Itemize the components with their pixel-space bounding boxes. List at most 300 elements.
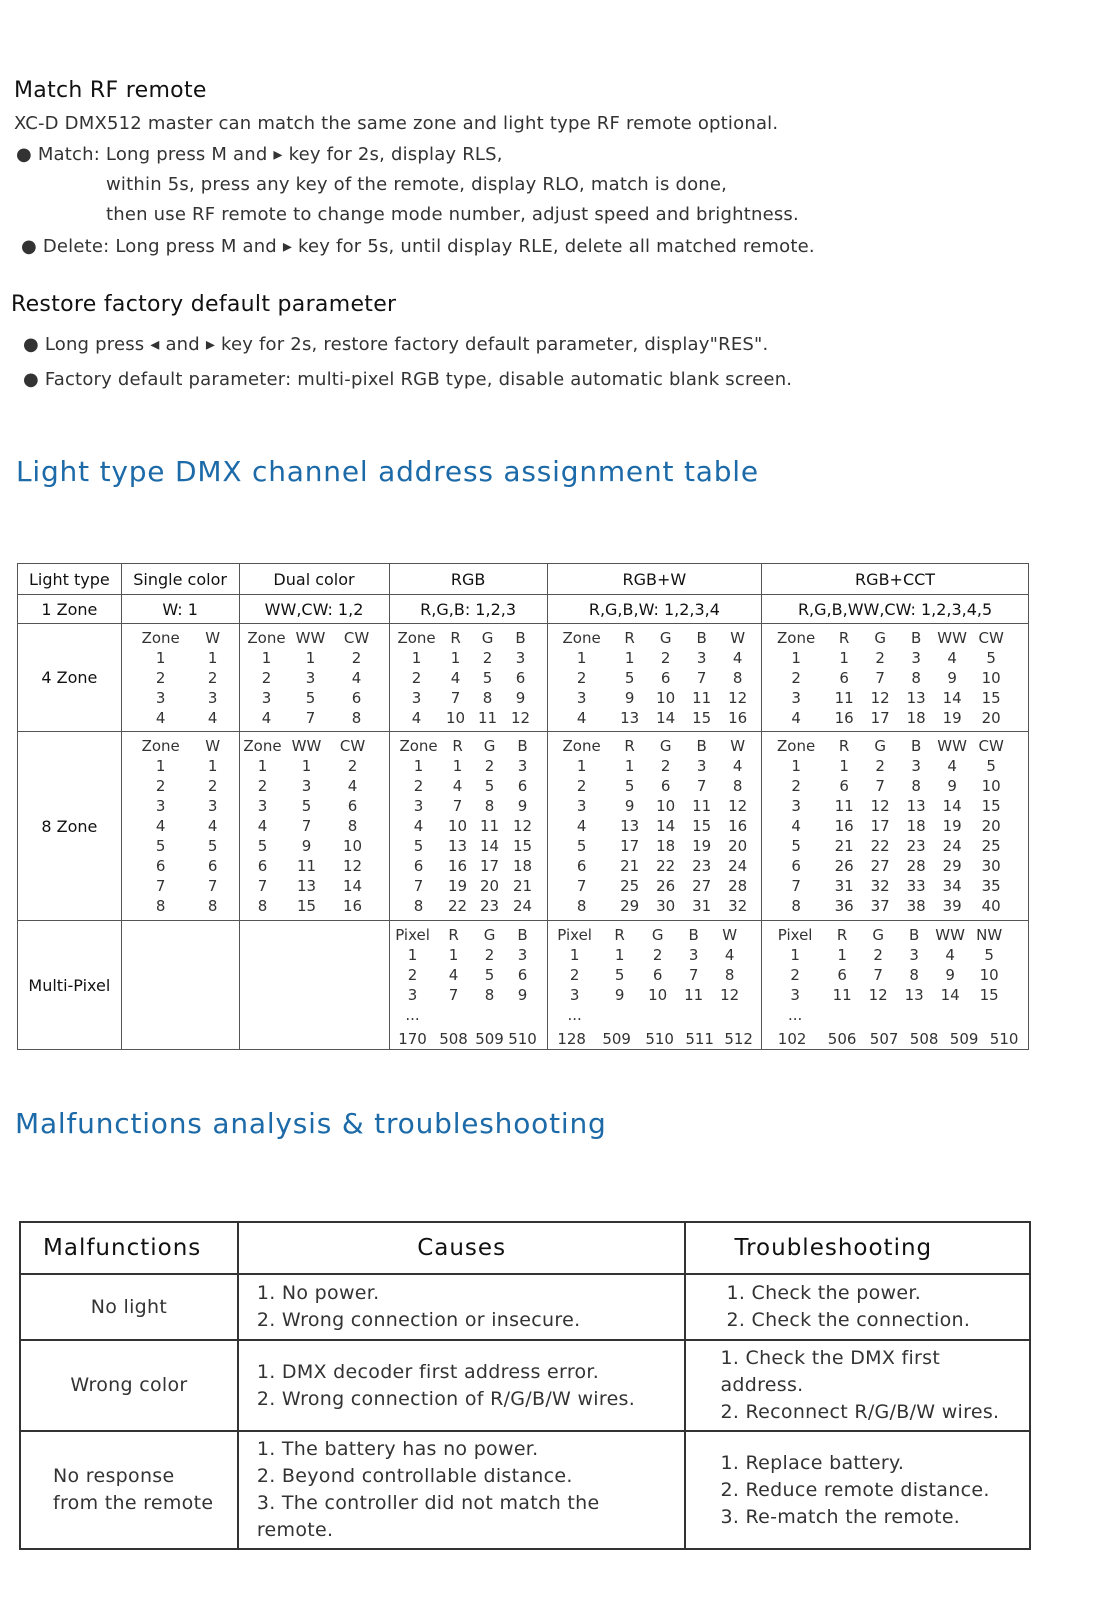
grid-cell: 5 [484,777,495,795]
grid-cell: 7 [305,709,316,727]
grid-header-cell: R [452,737,463,755]
grid-cell: 8 [347,817,358,835]
grid-cell: 2 [155,777,166,795]
grid-cell: 4 [155,817,166,835]
grid-cell: 1 [155,649,166,667]
grid-header-cell: W [730,737,746,755]
grid-cell: 1 [791,757,801,775]
grid-cell: 1 [413,757,424,775]
grid-header-cell: Zone [777,629,816,647]
grid-cell: 15 [981,797,1001,815]
grid-cell: 5 [791,837,801,855]
grid-cell: 11 [692,797,712,815]
grid-cell: 34 [942,877,962,895]
multipixel-rgbw-last [548,1027,761,1049]
grid-cell: 9 [517,797,528,815]
grid-cell: 2 [875,649,885,667]
grid-cell: 10 [656,797,676,815]
grid-cell: 13 [906,689,926,707]
grid-cell: 1 [452,757,463,775]
grid-cell: 15 [513,837,533,855]
grid-cell: 510 [645,1030,674,1048]
grid-cell: 13 [904,986,924,1004]
grid-header-cell: Pixel [777,926,813,944]
grid-header-cell: B [696,629,707,647]
grid-header-cell: B [515,629,526,647]
grid-header-cell: Zone [397,629,436,647]
grid-cell: 15 [692,817,712,835]
grid-cell: ... [787,1006,803,1024]
grid-header-cell: CW [978,629,1004,647]
grid-header-cell: WW [291,737,322,755]
restore-title: Restore factory default parameter [11,292,397,317]
grid-cell: 3 [569,986,580,1004]
grid-cell: ... [567,1006,582,1024]
dmx-address-table [17,563,1029,1050]
grid-cell: 19 [692,837,712,855]
grid-header-cell: WW [937,737,967,755]
grid-cell: 4 [576,709,587,727]
grid-cell: 24 [942,837,962,855]
grid-header-cell: R [614,926,625,944]
grid-cell [640,1005,676,1025]
grid-cell: 16 [834,709,854,727]
fixes-wrong-color [685,1340,1030,1431]
multipixel-label: Multi-Pixel [18,921,122,1050]
grid-cell: 2 [484,946,495,964]
grid-cell [676,1005,712,1025]
header-rgbw: RGB+W [547,564,761,595]
grid-cell: 1 [839,757,849,775]
grid-cell: 9 [947,669,957,687]
grid-cell: 8 [482,689,493,707]
grid-header-cell: WW [295,629,326,647]
grid-cell: 1 [569,946,580,964]
grid-cell: 8 [155,897,166,915]
grid-cell: 5 [986,757,996,775]
grid-cell: 6 [576,857,587,875]
grid-cell: 5 [482,669,493,687]
grid-cell: 6 [652,966,663,984]
grid-cell: 8 [791,897,801,915]
grid-cell: 7 [301,817,312,835]
grid-cell: 6 [207,857,218,875]
grid-cell [860,1005,896,1025]
grid-header-cell: R [838,737,850,755]
grid-cell: 8 [732,669,743,687]
grid-cell: 3 [790,986,800,1004]
grid-cell: 32 [870,877,890,895]
grid-cell: 3 [155,797,166,815]
grid-cell: 3 [207,689,218,707]
grid-header-cell: Zone [243,737,282,755]
grid-cell: 3 [576,797,587,815]
grid-cell: 6 [839,669,849,687]
grid-cell: 6 [351,689,362,707]
grid-cell: 12 [342,857,363,875]
grid-cell: 2 [413,777,424,795]
grid-cell: 12 [870,797,890,815]
fix-item: 2. Reduce remote distance. [720,1478,990,1501]
header-rgb: RGB [389,564,547,595]
grid-cell: 8 [257,897,268,915]
multipixel-rgbcct-last [762,1027,1028,1049]
grid-cell: 5 [305,689,316,707]
grid-cell: 12 [513,817,533,835]
grid-header-cell: G [483,926,496,944]
grid-cell: 3 [305,669,316,687]
grid-cell: 10 [656,689,676,707]
grid-header-cell: B [908,926,920,944]
grid-header-cell: W [205,737,221,755]
grid-cell: 20 [480,877,500,895]
grid-cell: 3 [696,649,707,667]
grid-header-cell: G [874,737,886,755]
grid-cell: 11 [478,709,498,727]
grid-cell: 23 [692,857,712,875]
match-rf-step-3: then use RF remote to change mode number, adjust speed and brightness. [106,204,799,225]
grid-cell: 2 [482,649,493,667]
grid-cell: 18 [906,709,926,727]
grid-cell: 1 [839,649,849,667]
grid-cell: 12 [868,986,888,1004]
grid-cell: 4 [947,757,957,775]
match-rf-title: Match RF remote [14,78,207,103]
malfunction-no-light: No light [20,1274,238,1340]
grid-cell: 18 [513,857,533,875]
grid-cell: 13 [620,709,640,727]
grid-cell: 1 [155,757,166,775]
grid-cell: 5 [413,837,424,855]
grid-cell: 15 [979,986,999,1004]
grid-cell: 7 [450,689,461,707]
grid-cell: 13 [620,817,640,835]
grid-cell: 10 [648,986,668,1004]
grid-cell: 31 [692,897,712,915]
grid-cell: 3 [207,797,218,815]
grid-cell: 24 [728,857,748,875]
multipixel-rgb-grid [390,921,547,1027]
grid-cell: 7 [873,966,883,984]
causes-no-light [238,1274,686,1340]
grid-cell: 1 [257,757,268,775]
grid-cell: 6 [837,966,847,984]
grid-cell: 1 [450,649,461,667]
grid-cell: 2 [791,669,801,687]
grid-cell [474,1005,506,1025]
grid-cell: 12 [870,689,890,707]
grid-header-cell: R [624,629,635,647]
grid-cell: 508 [439,1030,468,1048]
grid-header-cell: B [910,629,922,647]
grid-cell: 16 [342,897,363,915]
grid-cell: 2 [407,966,418,984]
grid-cell: 7 [875,777,885,795]
grid-cell [932,1005,968,1025]
fix-item: 1. Check the DMX first address. [720,1347,941,1396]
grid-cell: 19 [942,817,962,835]
grid-cell: 3 [911,649,921,667]
grid-cell: 6 [660,669,671,687]
grid-cell: 2 [484,757,495,775]
grid-cell: 1 [837,946,847,964]
malfunction-no-response: No response from the remote [20,1431,238,1549]
grid-cell: 2 [155,669,166,687]
grid-cell: 18 [656,837,676,855]
grid-header-cell: B [696,737,707,755]
grid-cell: 4 [207,817,218,835]
grid-cell: 3 [688,946,699,964]
fix-item: 2. Reconnect R/G/B/W wires. [720,1401,1000,1423]
grid-cell: 24 [513,897,533,915]
grid-cell: 1 [790,946,800,964]
grid-cell: 14 [656,817,676,835]
grid-cell: 14 [656,709,676,727]
fix-item: 1. Check the power. [726,1282,922,1304]
grid-cell: 13 [448,837,468,855]
grid-cell: 6 [791,857,801,875]
grid-cell: 4 [261,709,272,727]
grid-header-cell: Zone [562,629,601,647]
grid-cell: 511 [685,1030,714,1048]
grid-cell: 27 [870,857,890,875]
grid-cell: 3 [155,689,166,707]
grid-cell: 2 [875,757,885,775]
grid-cell: 4 [791,817,801,835]
grid-cell: 7 [791,877,801,895]
trouble-title: Malfunctions analysis & troubleshooting [15,1107,607,1140]
cause-item: 2. Wrong connection of R/G/B/W wires. [256,1387,636,1410]
multipixel-dual-empty [239,921,389,1050]
zone4-rgb-grid [390,624,547,730]
grid-header-cell: G [659,737,672,755]
zone4-single-grid [122,624,239,730]
grid-cell: 11 [684,986,704,1004]
grid-cell: ... [405,1006,420,1024]
grid-cell: 1 [411,649,422,667]
zone8-label: 8 Zone [18,732,122,921]
match-rf-delete: ● Delete: Long press M and ▸ key for 5s, until display RLE, delete all matched remote. [21,236,815,257]
grid-cell: 3 [576,689,587,707]
grid-cell: 4 [945,946,955,964]
cause-item: 2. Beyond controllable distance. [256,1465,573,1487]
grid-cell: 1 [448,946,459,964]
grid-header-cell: G [874,629,886,647]
multipixel-rgb-last [390,1027,547,1049]
grid-header-cell: R [838,629,850,647]
grid-cell: 14 [480,837,500,855]
grid-cell: 17 [870,817,890,835]
grid-cell: 1 [207,757,218,775]
grid-cell: 14 [942,689,962,707]
grid-cell: 12 [511,709,531,727]
grid-header-cell: CW [978,737,1004,755]
grid-cell: 6 [347,797,358,815]
grid-cell: 1 [305,649,316,667]
grid-cell: 6 [257,857,268,875]
zone4-dual-grid [240,624,389,730]
zone4-rgbcct-grid [762,624,1028,730]
grid-cell: 16 [448,857,468,875]
grid-header-cell: WW [935,926,965,944]
grid-cell: 19 [448,877,468,895]
grid-cell: 11 [834,797,854,815]
grid-cell: 37 [870,897,890,915]
grid-cell: 7 [448,986,459,1004]
grid-cell: 33 [906,877,926,895]
zone4-rgbw-grid [548,624,761,730]
grid-header-cell: G [872,926,884,944]
grid-cell: 22 [656,857,676,875]
grid-cell: 14 [940,986,960,1004]
grid-cell: 3 [515,649,526,667]
cause-item: 3. The controller did not match the remote. [256,1492,600,1541]
grid-cell: 509 [475,1030,504,1048]
grid-cell: 4 [724,946,735,964]
grid-cell: 16 [728,709,748,727]
grid-cell: 4 [947,649,957,667]
grid-header-cell: R [450,629,461,647]
grid-cell: 6 [517,966,528,984]
grid-cell: 3 [909,946,919,964]
grid-cell: 3 [911,757,921,775]
grid-cell: 7 [207,877,218,895]
zone1-rgb: R,G,B: 1,2,3 [389,595,547,624]
grid-cell: 13 [296,877,317,895]
grid-cell: 1 [576,757,587,775]
grid-cell: 19 [942,709,962,727]
fixes-no-light [685,1274,1030,1340]
grid-cell: 4 [207,709,218,727]
grid-cell: 102 [777,1030,807,1048]
grid-cell: 9 [624,797,635,815]
grid-cell: 8 [207,897,218,915]
grid-cell: 1 [301,757,312,775]
grid-cell [600,1005,640,1025]
grid-header-cell: Zone [562,737,601,755]
grid-cell: 28 [906,857,926,875]
grid-header-cell: G [659,629,672,647]
grid-cell [896,1005,932,1025]
grid-cell: 31 [834,877,854,895]
grid-cell: 20 [981,817,1001,835]
grid-cell: 8 [724,966,735,984]
grid-cell: 12 [728,797,748,815]
grid-header-cell: WW [937,629,967,647]
grid-cell: 2 [351,649,362,667]
grid-cell: 8 [909,966,919,984]
fixes-no-response [685,1431,1030,1549]
cause-item: 1. DMX decoder first address error. [256,1360,600,1383]
grid-cell: 2 [660,757,671,775]
grid-cell: 7 [413,877,424,895]
zone1-single: W: 1 [121,595,239,624]
grid-header-cell: R [836,926,848,944]
grid-cell: 16 [834,817,854,835]
grid-cell: 21 [620,857,640,875]
grid-cell: 25 [981,837,1001,855]
grid-cell: 9 [624,689,635,707]
match-rf-step-1: ● Match: Long press M and ▸ key for 2s, display RLS, [16,144,503,165]
grid-cell: 7 [875,669,885,687]
grid-cell: 10 [979,966,999,984]
grid-cell: 1 [207,649,218,667]
grid-cell: 4 [347,777,358,795]
grid-header-cell: Zone [141,629,180,647]
grid-header-cell: G [481,629,494,647]
grid-cell: 21 [834,837,854,855]
multipixel-rgbcct-grid [762,921,1028,1027]
grid-header-cell: B [517,737,528,755]
grid-cell: 7 [257,877,268,895]
grid-cell: 4 [411,709,422,727]
grid-cell: 1 [791,649,801,667]
grid-header-cell: G [651,926,664,944]
grid-header-cell: G [483,737,496,755]
grid-cell: 506 [827,1030,857,1048]
grid-cell: 9 [515,689,526,707]
grid-header-cell: W [722,926,738,944]
grid-cell: 7 [696,777,707,795]
grid-header-cell: Zone [777,737,816,755]
grid-cell: 4 [576,817,587,835]
match-rf-intro: XC-D DMX512 master can match the same zone and light type RF remote optional. [14,113,779,134]
grid-cell: 7 [452,797,463,815]
grid-cell: 20 [981,709,1001,727]
grid-cell: 21 [513,877,533,895]
grid-cell: 8 [413,897,424,915]
causes-no-response [238,1431,686,1549]
grid-cell: 2 [347,757,358,775]
grid-cell: 20 [728,837,748,855]
grid-cell: 30 [981,857,1001,875]
zone1-label: 1 Zone [18,595,122,624]
grid-cell: 4 [257,817,268,835]
grid-cell: 5 [155,837,166,855]
grid-header-cell: W [205,629,221,647]
grid-cell: 512 [724,1030,753,1048]
grid-cell: 30 [656,897,676,915]
grid-cell: 3 [517,946,528,964]
grid-header-cell: B [688,926,699,944]
grid-cell: 36 [834,897,854,915]
grid-cell [712,1005,748,1025]
grid-cell: 11 [834,689,854,707]
grid-cell: 8 [911,669,921,687]
grid-cell: 8 [484,797,495,815]
grid-cell [506,1005,540,1025]
grid-cell: 7 [688,966,699,984]
grid-cell: 11 [480,817,500,835]
grid-header-cell: R [448,926,459,944]
grid-cell: 12 [728,689,748,707]
grid-cell: 7 [155,877,166,895]
grid-cell: 6 [515,669,526,687]
grid-cell: 5 [576,837,587,855]
fix-item: 3. Re-match the remote. [720,1505,961,1528]
grid-cell: 15 [692,709,712,727]
grid-cell: 7 [576,877,587,895]
grid-header-cell: Zone [141,737,180,755]
grid-header-cell: NW [976,926,1003,944]
grid-cell: 507 [869,1030,899,1048]
header-malfunctions: Malfunctions [20,1222,238,1274]
grid-cell: 5 [484,966,495,984]
grid-header-cell: Zone [247,629,286,647]
grid-cell: 15 [981,689,1001,707]
grid-cell: 10 [448,817,468,835]
grid-cell: 5 [986,649,996,667]
